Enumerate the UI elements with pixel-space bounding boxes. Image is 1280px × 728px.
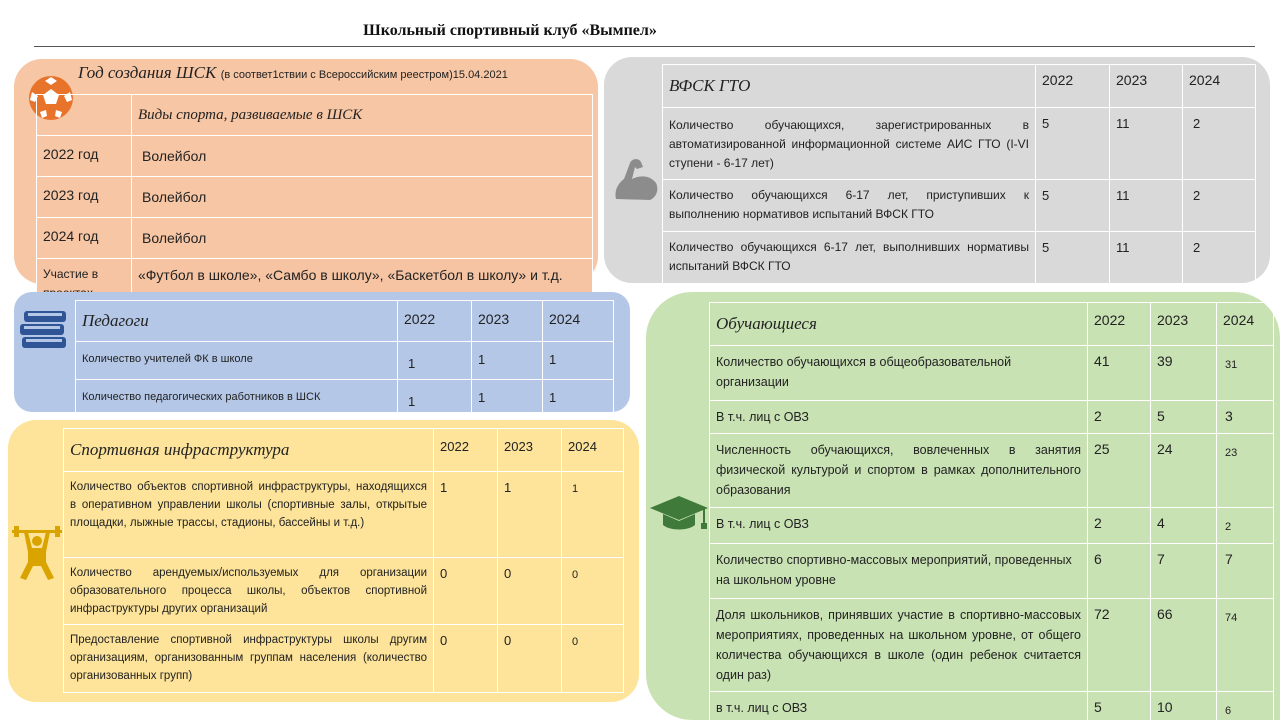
creation-row-value: Волейбол <box>132 218 593 259</box>
students-value: 66 <box>1151 599 1217 692</box>
infra-value: 0 <box>498 625 562 693</box>
gto-year: 2022 <box>1036 65 1110 108</box>
students-value: 24 <box>1151 434 1217 508</box>
infra-year: 2023 <box>498 429 562 472</box>
students-value: 2 <box>1217 508 1274 544</box>
teachers-value: 1 <box>398 342 472 380</box>
students-row-label: Количество обучающихся в общеобразовательной организации <box>710 346 1088 401</box>
page-title: Школьный спортивный клуб «Вымпел» <box>363 22 657 39</box>
students-value: 3 <box>1217 401 1274 434</box>
students-value: 10 <box>1151 692 1217 728</box>
infra-value: 0 <box>434 558 498 625</box>
gto-value: 5 <box>1036 108 1110 180</box>
students-value: 5 <box>1151 401 1217 434</box>
teachers-value: 1 <box>543 342 614 380</box>
students-value: 6 <box>1088 544 1151 599</box>
sports-header: Виды спорта, развиваемые в ШСК <box>132 95 593 136</box>
teachers-value: 1 <box>398 380 472 418</box>
students-value: 41 <box>1088 346 1151 401</box>
weightlifter-icon <box>10 526 64 582</box>
title-divider <box>34 46 1255 47</box>
infra-value: 0 <box>498 558 562 625</box>
creation-row-value: «Футбол в школе», «Самбо в школу», «Баскетбол в школу» и т.д. <box>132 259 593 310</box>
students-row-label: Доля школьников, принявших участие в спортивно-массовых мероприятиях, проведенных на школьном уровне, от общего количества обучающихся в школе (один ребенок считается один раз) <box>710 599 1088 692</box>
creation-row-label: Участие в <box>37 259 132 310</box>
infra-value: 1 <box>434 472 498 558</box>
gto-value: 11 <box>1110 232 1183 284</box>
creation-title: Год создания ШСК <box>78 63 217 82</box>
teachers-value: 1 <box>543 380 614 418</box>
infra-row-label: Количество объектов спортивной инфраструктуры, находящихся в оперативном управлении школы (спортивные залы, открытые площадки, лыжные трассы, стадионы, бассейны и т.д.) <box>64 472 434 558</box>
teachers-year: 2023 <box>472 301 543 342</box>
gto-value: 2 <box>1183 232 1256 284</box>
students-row-label: В т.ч. лиц с ОВЗ <box>710 401 1088 434</box>
students-value: 74 <box>1217 599 1274 692</box>
students-value: 25 <box>1088 434 1151 508</box>
students-table <box>709 302 1274 728</box>
creation-header-empty <box>37 95 132 136</box>
infra-year: 2024 <box>562 429 624 472</box>
creation-row-label: 2023 год <box>37 177 132 218</box>
infra-value: 1 <box>562 472 624 558</box>
students-row-label: Численность обучающихся, вовлеченных в занятия физической культурой и спортом в рамках дополнительного образования <box>710 434 1088 508</box>
gto-row-label: Количество обучающихся 6-17 лет, приступивших к выполнению нормативов испытаний ВФСК ГТО <box>663 180 1036 232</box>
students-value: 2 <box>1088 508 1151 544</box>
students-value: 4 <box>1151 508 1217 544</box>
gto-value: 5 <box>1036 232 1110 284</box>
gto-table <box>662 64 1256 284</box>
teachers-value: 1 <box>472 380 543 418</box>
infra-table <box>63 428 624 693</box>
infra-heading: Спортивная инфраструктура <box>64 429 434 472</box>
students-value: 6 <box>1217 692 1274 728</box>
infra-value: 0 <box>562 625 624 693</box>
infra-value: 0 <box>562 558 624 625</box>
students-row-label: Количество спортивно-массовых мероприятий, проведенных на школьном уровне <box>710 544 1088 599</box>
creation-row-value: Волейбол <box>132 136 593 177</box>
students-value: 7 <box>1217 544 1274 599</box>
books-icon <box>18 307 70 351</box>
teachers-table <box>75 300 614 418</box>
students-value: 2 <box>1088 401 1151 434</box>
creation-table <box>36 94 593 310</box>
gto-value: 11 <box>1110 180 1183 232</box>
gto-value: 2 <box>1183 108 1256 180</box>
creation-heading <box>78 63 588 83</box>
students-value: 31 <box>1217 346 1274 401</box>
students-value: 5 <box>1088 692 1151 728</box>
gto-row-label: Количество обучающихся, зарегистрированных в автоматизированной информационной системе АИС ГТО (I-VI ступени - 6-17 лет) <box>663 108 1036 180</box>
creation-row-label: 2022 год <box>37 136 132 177</box>
teachers-row-label: Количество учителей ФК в школе <box>76 342 398 380</box>
infra-year: 2022 <box>434 429 498 472</box>
teachers-value: 1 <box>472 342 543 380</box>
infra-value: 1 <box>498 472 562 558</box>
students-year: 2024 <box>1217 303 1274 346</box>
creation-note: (в соответ1ствии с Всероссийским реестром)15.04.2021 <box>220 69 508 81</box>
gto-row-label: Количество обучающихся 6-17 лет, выполнивших нормативы испытаний ВФСК ГТО <box>663 232 1036 284</box>
infra-value: 0 <box>434 625 498 693</box>
teachers-row-label: Количество педагогических работников в ШСК <box>76 380 398 418</box>
students-year: 2023 <box>1151 303 1217 346</box>
students-heading: Обучающиеся <box>710 303 1088 346</box>
teachers-year: 2022 <box>398 301 472 342</box>
teachers-year: 2024 <box>543 301 614 342</box>
infra-row-label: Предоставление спортивной инфраструктуры школы другим организациям, организованным группам населения (количество организованных групп) <box>64 625 434 693</box>
students-value: 23 <box>1217 434 1274 508</box>
gto-value: 5 <box>1036 180 1110 232</box>
infra-row-label: Количество арендуемых/используемых для организации образовательного процесса школы, объектов спортивной инфраструктуры других организаций <box>64 558 434 625</box>
gto-value: 2 <box>1183 180 1256 232</box>
flexed-arm-icon <box>612 153 660 203</box>
creation-row-value: Волейбол <box>132 177 593 218</box>
graduation-cap-icon <box>648 494 710 534</box>
students-value: 39 <box>1151 346 1217 401</box>
gto-year: 2024 <box>1183 65 1256 108</box>
students-year: 2022 <box>1088 303 1151 346</box>
gto-year: 2023 <box>1110 65 1183 108</box>
gto-value: 11 <box>1110 108 1183 180</box>
gto-heading: ВФСК ГТО <box>663 65 1036 108</box>
students-value: 72 <box>1088 599 1151 692</box>
students-row-label: В т.ч. лиц с ОВЗ <box>710 508 1088 544</box>
creation-row-label: 2024 год <box>37 218 132 259</box>
teachers-heading: Педагоги <box>76 301 398 342</box>
students-value: 7 <box>1151 544 1217 599</box>
students-row-label: в т.ч. лиц с ОВЗ <box>710 692 1088 728</box>
